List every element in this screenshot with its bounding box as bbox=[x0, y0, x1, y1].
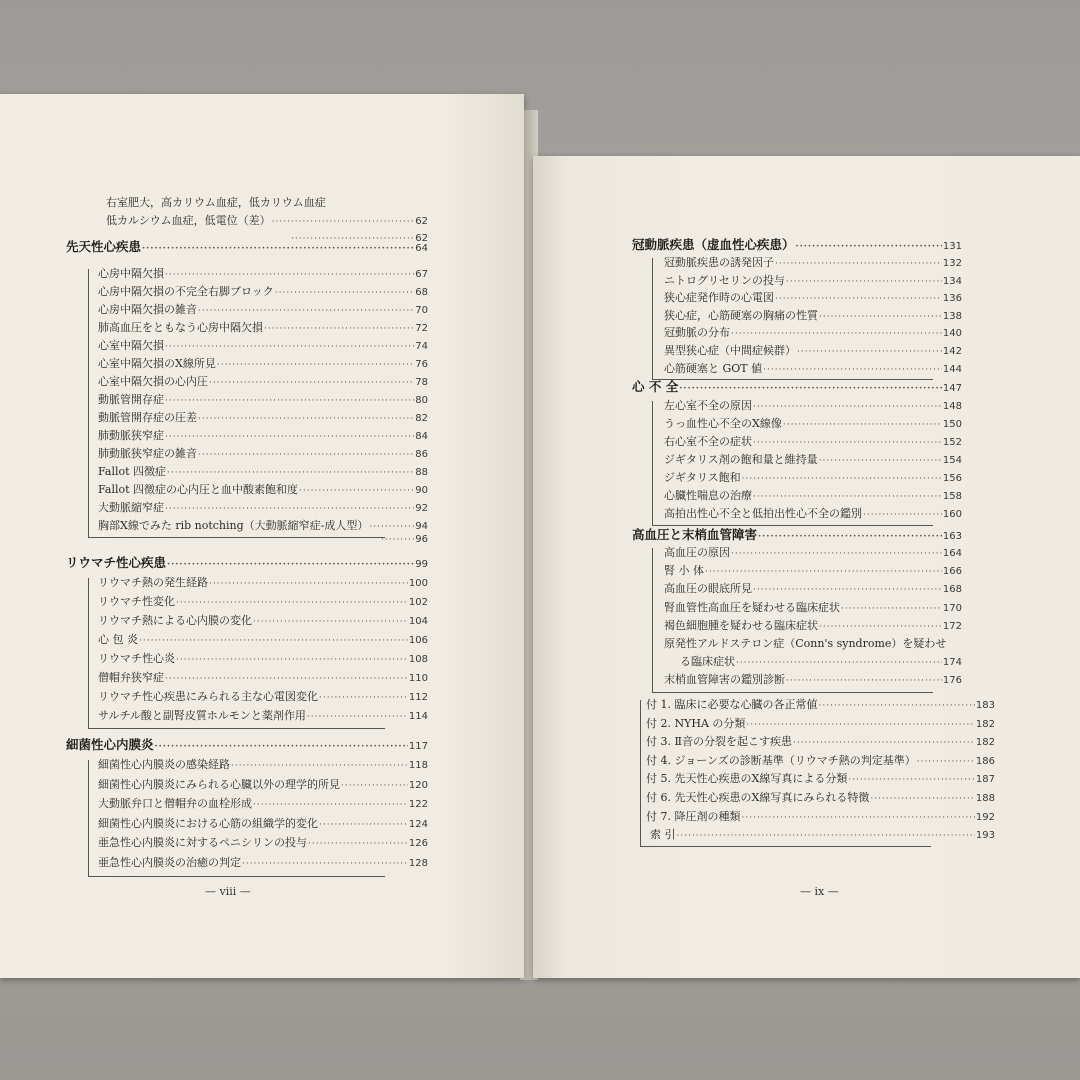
entry-title: 僧帽弁狭窄症 bbox=[98, 671, 164, 684]
entry-title: 肺動脈狭窄症の雑音 bbox=[98, 447, 197, 460]
entry-title: 心室中隔欠損のX線所見 bbox=[98, 357, 216, 370]
entry-title: 付 3. Ⅱ音の分裂を起こす疾患 bbox=[646, 735, 792, 749]
page-number: 68 bbox=[415, 287, 428, 298]
page-number: 166 bbox=[942, 566, 962, 578]
page-number: 160 bbox=[942, 509, 962, 520]
entry-title: リウマチ性心炎 bbox=[98, 652, 175, 665]
chapter-heading bbox=[66, 240, 428, 256]
page-number: 182 bbox=[975, 737, 995, 749]
chapter-title: 心 不 全 bbox=[632, 379, 679, 394]
page-number: 154 bbox=[942, 455, 962, 466]
entry-title: Fallot 四徴症の心内圧と血中酸素飽和度 bbox=[98, 483, 299, 496]
section-bracket bbox=[88, 269, 385, 538]
page-number: 148 bbox=[942, 401, 962, 412]
entry-title: ニトログリセリンの投与 bbox=[664, 273, 785, 287]
entry-title: 高血圧の原因 bbox=[664, 546, 730, 559]
section-bracket bbox=[652, 548, 933, 693]
entry-title: 末梢血管障害の鑑別診断 bbox=[664, 673, 785, 687]
entry-title: 付 5. 先天性心疾患のX線写真による分類 bbox=[646, 772, 848, 786]
page-number: 152 bbox=[942, 437, 962, 448]
page-number: 99 bbox=[415, 559, 428, 570]
entry-title: 細菌性心内膜炎の感染経路 bbox=[98, 758, 230, 771]
entry-title: リウマチ性心疾患にみられる主な心電図変化 bbox=[98, 690, 318, 703]
chapter-heading bbox=[66, 556, 428, 572]
page-number: 62 bbox=[415, 216, 428, 227]
page-number: 188 bbox=[975, 793, 995, 804]
entry-title: 付 2. NYHA の分類 bbox=[646, 716, 746, 730]
chapter-title: 細菌性心内膜炎 bbox=[66, 737, 154, 752]
page-number: 142 bbox=[942, 346, 962, 357]
page-number: 158 bbox=[942, 491, 962, 502]
entry-title: 索 引 bbox=[650, 828, 676, 842]
entry-title: 動脈管開存症の圧差 bbox=[98, 411, 197, 424]
section-bracket bbox=[88, 760, 385, 877]
chapter-title: 冠動脈疾患（虚血性心疾患） bbox=[632, 237, 795, 252]
section-bracket bbox=[88, 578, 385, 729]
page-number: 64 bbox=[415, 243, 428, 254]
entry-title: 原発性アルドステロン症（Conn's syndrome）を疑わせ bbox=[664, 637, 947, 650]
page-number: 174 bbox=[942, 657, 962, 669]
page-number: 120 bbox=[408, 779, 428, 791]
entry-title: 心筋硬塞と GOT 値 bbox=[664, 361, 763, 375]
page-number: 106 bbox=[408, 635, 428, 646]
page-number: 104 bbox=[408, 616, 428, 627]
page-number: 118 bbox=[408, 760, 428, 771]
entry-title: 狭心症発作時の心電図 bbox=[664, 291, 774, 305]
toc-entry bbox=[106, 196, 436, 210]
entry-title: 心室中隔欠損の心内圧 bbox=[98, 375, 208, 388]
entry-title: 腎 小 体 bbox=[664, 564, 704, 578]
entry-title: 胸部X線でみた rib notching（大動脈縮窄症-成人型） bbox=[98, 519, 369, 532]
page-number: 132 bbox=[942, 258, 962, 269]
page-number: 114 bbox=[408, 711, 428, 722]
leader-dots bbox=[758, 530, 942, 544]
section-bracket bbox=[652, 401, 933, 526]
entry-title: 細菌性心内膜炎にみられる心臓以外の理学的所見 bbox=[98, 777, 340, 791]
page-number: 144 bbox=[942, 363, 962, 375]
leader-dots bbox=[167, 558, 414, 572]
leader-dots bbox=[796, 240, 942, 254]
entry-title: うっ血性心不全のX線像 bbox=[664, 417, 782, 430]
page-number: 86 bbox=[415, 449, 428, 460]
page-number: 102 bbox=[408, 597, 428, 608]
page-number: 122 bbox=[408, 799, 428, 811]
toc-entry bbox=[106, 214, 428, 229]
entry-title: 大動脈弁口と僧帽弁の血栓形成 bbox=[98, 797, 252, 811]
page-number: 136 bbox=[942, 293, 962, 305]
page-number: 186 bbox=[975, 755, 995, 767]
entry-title: 冠動脈の分布 bbox=[664, 326, 730, 340]
chapter-title: 高血圧と末梢血管障害 bbox=[632, 527, 758, 542]
page-number: 124 bbox=[408, 818, 428, 830]
page-number: 150 bbox=[942, 419, 962, 430]
page-number: 163 bbox=[942, 531, 962, 542]
page-number: 134 bbox=[942, 275, 962, 287]
section-bracket bbox=[640, 700, 931, 847]
entry-title: 褐色細胞腫を疑わせる臨床症状 bbox=[664, 618, 818, 632]
left-page-number: — viii — bbox=[205, 885, 251, 898]
right-page-number: — ix — bbox=[800, 885, 839, 898]
entry-title: 付 1. 臨床に必要な心臓の各正常値 bbox=[646, 698, 818, 711]
entry-title: 心臓性喘息の治療 bbox=[664, 489, 752, 502]
entry-title: 動脈管開存症 bbox=[98, 393, 164, 406]
page-number: 78 bbox=[415, 377, 428, 388]
page-number: 187 bbox=[975, 774, 995, 786]
entry-title: 高血圧の眼底所見 bbox=[664, 582, 752, 596]
leader-dots bbox=[142, 242, 414, 256]
entry-title: 付 6. 先天性心疾患のX線写真にみられる特徴 bbox=[646, 791, 870, 804]
page-number: 92 bbox=[415, 503, 428, 514]
leader-dots bbox=[155, 740, 408, 754]
entry-title: 右室肥大，高カリウム血症，低カリウム血症 bbox=[106, 196, 326, 209]
page-number: 128 bbox=[408, 858, 428, 869]
page-number: 170 bbox=[942, 602, 962, 614]
entry-title: 心房中隔欠損 bbox=[98, 267, 164, 280]
entry-title: る臨床症状 bbox=[680, 655, 735, 669]
chapter-heading bbox=[632, 528, 962, 544]
page-number: 70 bbox=[415, 305, 428, 316]
leader-dots bbox=[679, 382, 942, 396]
entry-title: 付 4. ジョーンズの診断基準（リウマチ熱の判定基準） bbox=[646, 753, 916, 767]
page-number: 131 bbox=[942, 241, 962, 252]
page-number: 80 bbox=[415, 395, 428, 406]
leader-dots bbox=[381, 533, 414, 547]
page-number: 140 bbox=[942, 328, 962, 340]
page-number: 76 bbox=[415, 359, 428, 370]
entry-title: 大動脈縮窄症 bbox=[98, 501, 164, 514]
page-number: 90 bbox=[415, 485, 428, 496]
page-number: 182 bbox=[975, 718, 995, 730]
chapter-heading bbox=[632, 238, 962, 254]
page-number: 100 bbox=[408, 578, 428, 589]
entry-title: 心 包 炎 bbox=[98, 633, 138, 646]
entry-title: 腎血管性高血圧を疑わせる臨床症状 bbox=[664, 600, 840, 614]
entry-title: 右心室不全の症状 bbox=[664, 435, 752, 448]
page-number: 126 bbox=[408, 838, 428, 850]
leader-dots bbox=[272, 215, 415, 229]
page-number: 62 bbox=[415, 233, 428, 244]
entry-title: 低カルシウム血症，低電位（差） bbox=[106, 214, 271, 227]
entry-title: ジギタリス飽和 bbox=[664, 471, 741, 484]
entry-title: 左心室不全の原因 bbox=[664, 399, 752, 412]
page-number: 88 bbox=[415, 467, 428, 478]
entry-title: 亜急性心内膜炎の治癒の判定 bbox=[98, 856, 241, 869]
entry-title: リウマチ熱の発生経路 bbox=[98, 576, 208, 589]
section-bracket bbox=[652, 258, 933, 380]
page-number: 108 bbox=[408, 654, 428, 665]
chapter-heading bbox=[632, 380, 962, 396]
entry-title: サルチル酸と副腎皮質ホルモンと薬剤作用 bbox=[98, 709, 306, 722]
entry-title: 細菌性心内膜炎における心筋の組織学的変化 bbox=[98, 816, 318, 830]
entry-title: 心室中隔欠損 bbox=[98, 339, 164, 352]
entry-title: Fallot 四徴症 bbox=[98, 465, 167, 478]
page-number: 96 bbox=[415, 534, 428, 545]
page-number: 156 bbox=[942, 473, 962, 484]
page-number: 172 bbox=[942, 620, 962, 632]
entry-title: 冠動脈疾患の誘発因子 bbox=[664, 256, 774, 269]
entry-title: 狭心症，心筋硬塞の胸痛の性質 bbox=[664, 308, 818, 322]
entry-title: 心房中隔欠損の雑音 bbox=[98, 303, 197, 316]
entry-title: 心房中隔欠損の不完全右脚ブロック bbox=[98, 285, 274, 298]
page-number: 193 bbox=[975, 830, 995, 842]
page-number: 84 bbox=[415, 431, 428, 442]
page-number: 176 bbox=[942, 675, 962, 687]
chapter-heading bbox=[66, 738, 428, 754]
page-number: 112 bbox=[408, 692, 428, 703]
entry-title: 肺動脈狭窄症 bbox=[98, 429, 164, 442]
entry-title: リウマチ熱による心内膜の変化 bbox=[98, 614, 252, 627]
page-number: 110 bbox=[408, 673, 428, 684]
page-number: 147 bbox=[942, 383, 962, 394]
entry-title: 付 7. 降圧剤の種類 bbox=[646, 809, 741, 823]
page-number: 94 bbox=[415, 521, 428, 532]
page-number: 117 bbox=[408, 741, 428, 752]
entry-title: 肺高血圧をともなう心房中隔欠損 bbox=[98, 321, 263, 334]
entry-title: 異型狭心症（中間症候群） bbox=[664, 344, 796, 357]
page-number: 74 bbox=[415, 341, 428, 352]
page-number: 72 bbox=[415, 323, 428, 334]
chapter-title: 先天性心疾患 bbox=[66, 239, 142, 254]
page-number: 168 bbox=[942, 584, 962, 596]
entry-title: 高拍出性心不全と低拍出性心不全の鑑別 bbox=[664, 507, 862, 520]
page-number: 82 bbox=[415, 413, 428, 424]
entry-title: 亜急性心内膜炎に対するペニシリンの投与 bbox=[98, 836, 307, 850]
entry-title: ジギタリス剤の飽和量と維持量 bbox=[664, 453, 818, 466]
entry-title: リウマチ性変化 bbox=[98, 595, 175, 608]
page-number: 67 bbox=[415, 269, 428, 280]
toc-entry bbox=[380, 533, 428, 547]
page-number: 192 bbox=[975, 811, 995, 823]
chapter-title: リウマチ性心疾患 bbox=[66, 555, 167, 570]
page-number: 138 bbox=[942, 310, 962, 322]
page-number: 183 bbox=[975, 700, 995, 711]
page-number: 164 bbox=[942, 548, 962, 559]
